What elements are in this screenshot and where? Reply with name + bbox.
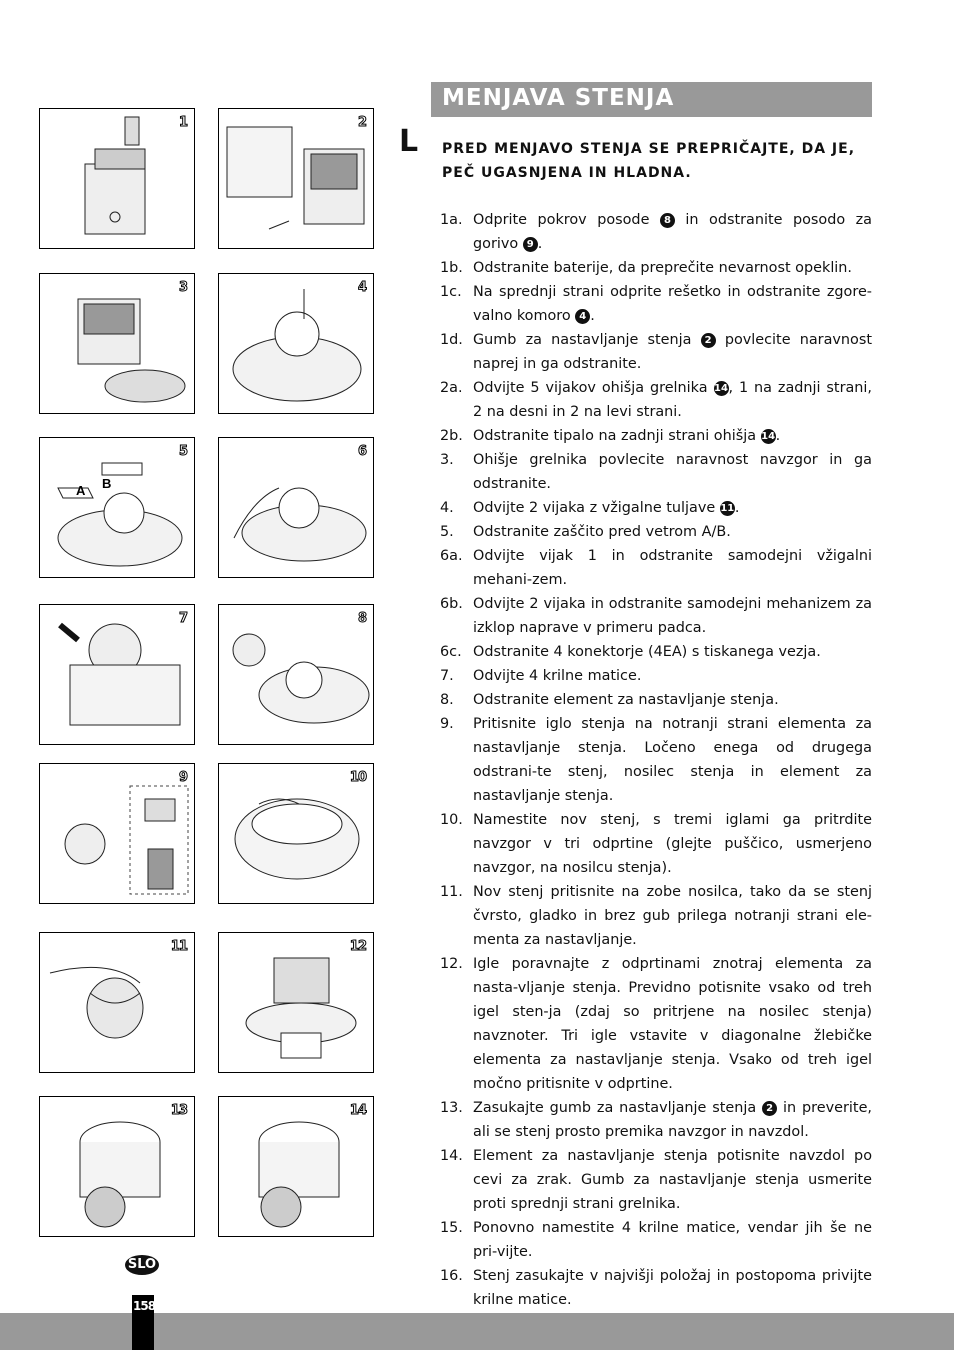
- figure-number: 2: [357, 115, 366, 130]
- figure-panel-3: [39, 273, 195, 414]
- figure-panel-13: [39, 1096, 195, 1237]
- step-item: [440, 544, 872, 592]
- step-item: [440, 712, 872, 808]
- step-number: 2b.: [440, 428, 463, 444]
- figure-panel-14: [218, 1096, 374, 1237]
- step-number: 2a.: [440, 380, 463, 396]
- step-number: 1c.: [440, 284, 462, 300]
- step-text: Odstranite tipalo na zadnji strani ohišja 14.: [473, 428, 781, 444]
- step-number: 13.: [440, 1100, 463, 1116]
- part-number-badge: 8: [660, 213, 675, 228]
- step-number: 7.: [440, 668, 454, 684]
- step-number: 11.: [440, 884, 463, 900]
- step-number: 3.: [440, 452, 454, 468]
- figure-panel-7: [39, 604, 195, 745]
- step-number: 5.: [440, 524, 454, 540]
- step-item: [440, 1264, 872, 1312]
- step-text: Odvijte 5 vijakov ohišja grelnika 14, 1 na zadnji strani, 2 na desni in 2 na levi strani.: [473, 380, 872, 420]
- figure-number: 7: [178, 611, 187, 626]
- figure-number: 1: [178, 115, 187, 130]
- step-text: Odstranite 4 konektorje (4EA) s tiskanega vezja.: [473, 644, 821, 660]
- step-number: 6c.: [440, 644, 462, 660]
- step-number: 8.: [440, 692, 454, 708]
- step-text: Na sprednji strani odprite rešetko in odstranite zgore-valno komoro 4 .: [473, 284, 872, 324]
- figure-illustration: [219, 274, 373, 412]
- step-text: Zasukajte gumb za nastavljanje stenja 2 in preverite, ali se stenj prosto premika navzgor in navzdol.: [473, 1100, 872, 1140]
- figure-panel-4: [218, 273, 374, 414]
- step-text: Odstranite element za nastavljanje stenja.: [473, 692, 779, 708]
- figure-panel-1: [39, 108, 195, 249]
- figure-number: 8: [357, 611, 366, 626]
- step-number: 6b.: [440, 596, 463, 612]
- part-number-badge: 2: [762, 1101, 777, 1116]
- figure-number: 13: [170, 1103, 187, 1118]
- figure-number: 9: [178, 770, 187, 785]
- step-number: 1b.: [440, 260, 463, 276]
- page-number: 158: [133, 1299, 156, 1313]
- step-text: Gumb za nastavljanje stenja 2 povlecite naravnost naprej in ga odstranite.: [473, 332, 872, 372]
- section-title: MENJAVA STENJA: [442, 85, 675, 111]
- step-number: 12.: [440, 956, 463, 972]
- figure-panel-6: [218, 437, 374, 578]
- figure-panel-9: [39, 763, 195, 904]
- figure-number: 12: [349, 939, 366, 954]
- part-number-badge: 2: [701, 333, 716, 348]
- step-text: Odprite pokrov posode 8 in odstranite posodo za gorivo 9 .: [473, 212, 872, 252]
- step-item: [440, 208, 872, 256]
- part-number-badge: 14: [761, 431, 776, 442]
- step-text: Pritisnite iglo stenja na notranji strani elementa za nastavljanje stenja. Ločeno enega od drugega odstrani-te stenj, nosilec stenja in element za nastavljanje stenja.: [473, 716, 872, 804]
- step-number: 4.: [440, 500, 454, 516]
- step-item: [440, 376, 872, 424]
- step-item: [440, 520, 872, 544]
- intro-warning: PRED MENJAVO STENJA SE PREPRIČAJTE, DA JE, PEČ UGASNJENA IN HLADNA.: [442, 141, 856, 181]
- step-text: Odstranite zaščito pred vetrom A/B.: [473, 524, 731, 540]
- svg-text:A: A: [76, 483, 86, 498]
- step-item: [440, 952, 872, 1096]
- section-letter: L: [399, 124, 419, 159]
- step-number: 6a.: [440, 548, 463, 564]
- step-number: 15.: [440, 1220, 463, 1236]
- figure-number: 14: [349, 1103, 366, 1118]
- step-text: Odvijte 2 vijaka in odstranite samodejni mehanizem za izklop naprave v primeru padca.: [473, 596, 872, 636]
- svg-text:B: B: [102, 476, 112, 491]
- step-item: [440, 664, 872, 688]
- step-number: 9.: [440, 716, 454, 732]
- figure-illustration: [40, 109, 194, 247]
- step-item: [440, 280, 872, 328]
- page-number-box: [132, 1295, 154, 1350]
- step-text: Ponovno namestite 4 krilne matice, vendar jih še ne pri-vijte.: [473, 1220, 872, 1260]
- figure-illustration: [219, 109, 373, 247]
- part-number-badge: 9: [523, 237, 538, 252]
- step-number: 10.: [440, 812, 463, 828]
- step-item: [440, 424, 872, 448]
- step-item: [440, 808, 872, 880]
- figure-number: 4: [357, 280, 366, 295]
- step-item: [440, 688, 872, 712]
- step-item: [440, 592, 872, 640]
- figure-number: 11: [170, 939, 187, 954]
- step-item: [440, 640, 872, 664]
- figure-illustration: [219, 605, 373, 743]
- instruction-steps: [440, 208, 872, 1312]
- step-item: [440, 1144, 872, 1216]
- part-number-badge: 4: [575, 309, 590, 324]
- step-item: [440, 1216, 872, 1264]
- language-badge: SLO: [125, 1255, 159, 1275]
- figure-panel-10: [218, 763, 374, 904]
- step-text: Stenj zasukajte v najvišji položaj in postopoma privijte krilne matice.: [473, 1268, 872, 1308]
- step-item: [440, 1096, 872, 1144]
- figure-panel-11: [39, 932, 195, 1073]
- step-item: [440, 256, 872, 280]
- figure-panel-12: [218, 932, 374, 1073]
- step-number: 1d.: [440, 332, 463, 348]
- step-number: 16.: [440, 1268, 463, 1284]
- step-text: Odvijte vijak 1 in odstranite samodejni vžigalni mehani-zem.: [473, 548, 872, 588]
- step-item: [440, 448, 872, 496]
- step-text: Nov stenj pritisnite na zobe nosilca, tako da se stenj čvrsto, gladko in brez gub prilega notranji strani ele-menta za nastavljanje.: [473, 884, 872, 948]
- figure-illustration: [40, 438, 194, 576]
- step-number: 1a.: [440, 212, 463, 228]
- figure-number: 6: [357, 444, 366, 459]
- step-item: [440, 880, 872, 952]
- step-number: 14.: [440, 1148, 463, 1164]
- step-item: [440, 328, 872, 376]
- step-text: Igle poravnajte z odprtinami znotraj elementa za nasta-vljanje stenja. Previdno potisnite vsako od treh igel sten-ja (zdaj so pritrjene na nosilec stenja) navznoter. Tri igle vstavite v diagonalne žlebičke elementa za nastavljanje stenja. Vsako od treh igel močno pritisnite v odprtine.: [473, 956, 872, 1092]
- figure-panel-2: [218, 108, 374, 249]
- part-number-badge: 11: [720, 503, 735, 514]
- step-text: Odvijte 2 vijaka z vžigalne tuljave 11.: [473, 500, 740, 516]
- figure-illustration: [40, 764, 194, 902]
- figure-panel-5: [39, 437, 195, 578]
- step-text: Odstranite baterije, da preprečite nevarnost opeklin.: [473, 260, 853, 276]
- step-item: [440, 496, 872, 520]
- step-text: Namestite nov stenj, s tremi iglami ga pritrdite navzgor v tri odprtine (glejte puščico, usmerjeno navzgor, na nosilcu stenja).: [473, 812, 872, 876]
- section-title-banner: [431, 82, 872, 117]
- figure-number: 3: [178, 280, 187, 295]
- part-number-badge: 14: [714, 383, 728, 394]
- figure-panel-8: [218, 604, 374, 745]
- figure-number: 10: [349, 770, 366, 785]
- step-text: Element za nastavljanje stenja potisnite navzdol po cevi za zrak. Gumb za nastavljanje stenja usmerite proti sprednji strani grelnika.: [473, 1148, 872, 1212]
- figure-illustration: [40, 605, 194, 743]
- figure-number: 5: [178, 444, 187, 459]
- figure-illustration: [219, 438, 373, 576]
- step-text: Odvijte 4 krilne matice.: [473, 668, 642, 684]
- figure-illustration: [40, 274, 194, 412]
- step-text: Ohišje grelnika povlecite naravnost navzgor in ga odstranite.: [473, 452, 872, 492]
